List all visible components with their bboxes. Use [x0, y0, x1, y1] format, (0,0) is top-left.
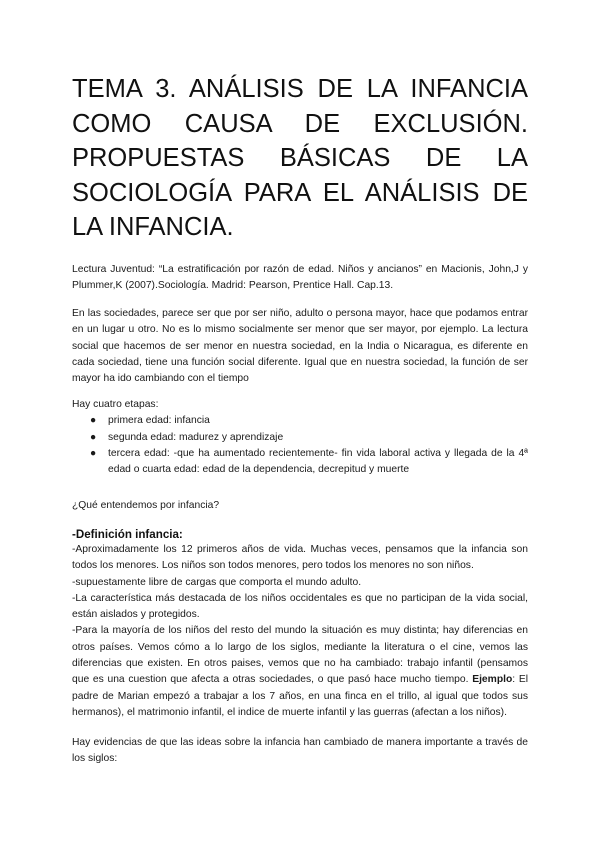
- definition-text: -Para la mayoría de los niños del resto del mundo la situación es muy distinta; hay diferencias en otros países. Vemos cómo a lo largo de los siglos, mediante la literatura o el cine, vemos las diferencias que existen. En otros paises, vemos que no ha cambiado: trabajo infantil (pensamos que es una cuestion que afecta a otras sociedades, o que pasó hace mucho tiempo.: [72, 625, 528, 686]
- intro-paragraph: [72, 306, 528, 387]
- stage-text: primera edad: infancia: [108, 415, 210, 427]
- example-label: Ejemplo: [472, 674, 513, 686]
- list-item: [72, 430, 528, 446]
- stage-text: tercera edad: -que ha aumentado recientemente- fin vida laboral activa y llegada de la 4ª edad o cuarta edad: edad de la dependencia, decrepitud y muerte: [108, 447, 528, 476]
- definition-text: : El padre de Marian empezó a trabajar a los 7 años, en una finca en el trillo, al igual que todos sus hermanos), el matrimonio infantil, el indice de muerte infantil y las guerras (afectan a los niños).: [72, 674, 528, 718]
- reading-reference: [72, 262, 528, 295]
- stages-list: [72, 413, 528, 478]
- reading-text: Lectura Juventud: “La estratificación por razón de edad. Niños y ancianos” en Macionis, John,J y Plummer,K (2007).Sociología. Madrid: Pearson, Prentice Hall. Cap.13.: [72, 264, 528, 292]
- stage-text: segunda edad: madurez y aprendizaje: [108, 431, 284, 443]
- definition-heading: -Definición infancia:: [72, 528, 183, 541]
- question-paragraph: [72, 498, 528, 514]
- question-text: ¿Qué entendemos por infancia?: [72, 500, 220, 511]
- definition-item: -La característica más destacada de los niños occidentales es que no participan de la vida social, están aislados y protegidos.: [72, 592, 528, 621]
- final-text: Hay evidencias de que las ideas sobre la infancia han cambiado de manera importante a través de los siglos:: [72, 737, 528, 765]
- page-title: TEMA 3. ANÁLISIS DE LA INFANCIA COMO CAUSA DE EXCLUSIÓN. PROPUESTAS BÁSICAS DE LA SOCIOLOGÍA PARA EL ANÁLISIS DE LA INFANCIA.: [72, 75, 528, 241]
- list-item: [72, 413, 528, 429]
- definition-item: -supuestamente libre de cargas que comporta el mundo adulto.: [72, 576, 362, 588]
- bullet-icon: ●: [90, 431, 97, 443]
- stages-section: [72, 397, 528, 478]
- definition-list: [72, 542, 528, 721]
- list-item: [72, 446, 528, 479]
- definition-item: -Aproximadamente los 12 primeros años de vida. Muchas veces, pensamos que la infancia son todos los menores. Los niños son todos menores, pero todos los menores no son niños.: [72, 544, 528, 572]
- bullet-icon: ●: [90, 415, 97, 427]
- intro-text: En las sociedades, parece ser que por ser niño, adulto o persona mayor, hace que podamos entrar en un lugar u otro. No es lo mismo socialmente ser menor que ser mayor, por ejemplo. La lectura social que hacemos de ser menor en nuestra sociedad, en la India o Nicaragua, es diferente en cada sociedad, tiene una función social diferente. Igual que en nuestra sociedad, la función de ser mayor ha ido cambiando con el tiempo: [72, 308, 528, 385]
- bullet-icon: ●: [90, 447, 97, 459]
- definition-item: [72, 623, 528, 721]
- final-paragraph: [72, 735, 528, 768]
- stages-intro: Hay cuatro etapas:: [72, 399, 159, 410]
